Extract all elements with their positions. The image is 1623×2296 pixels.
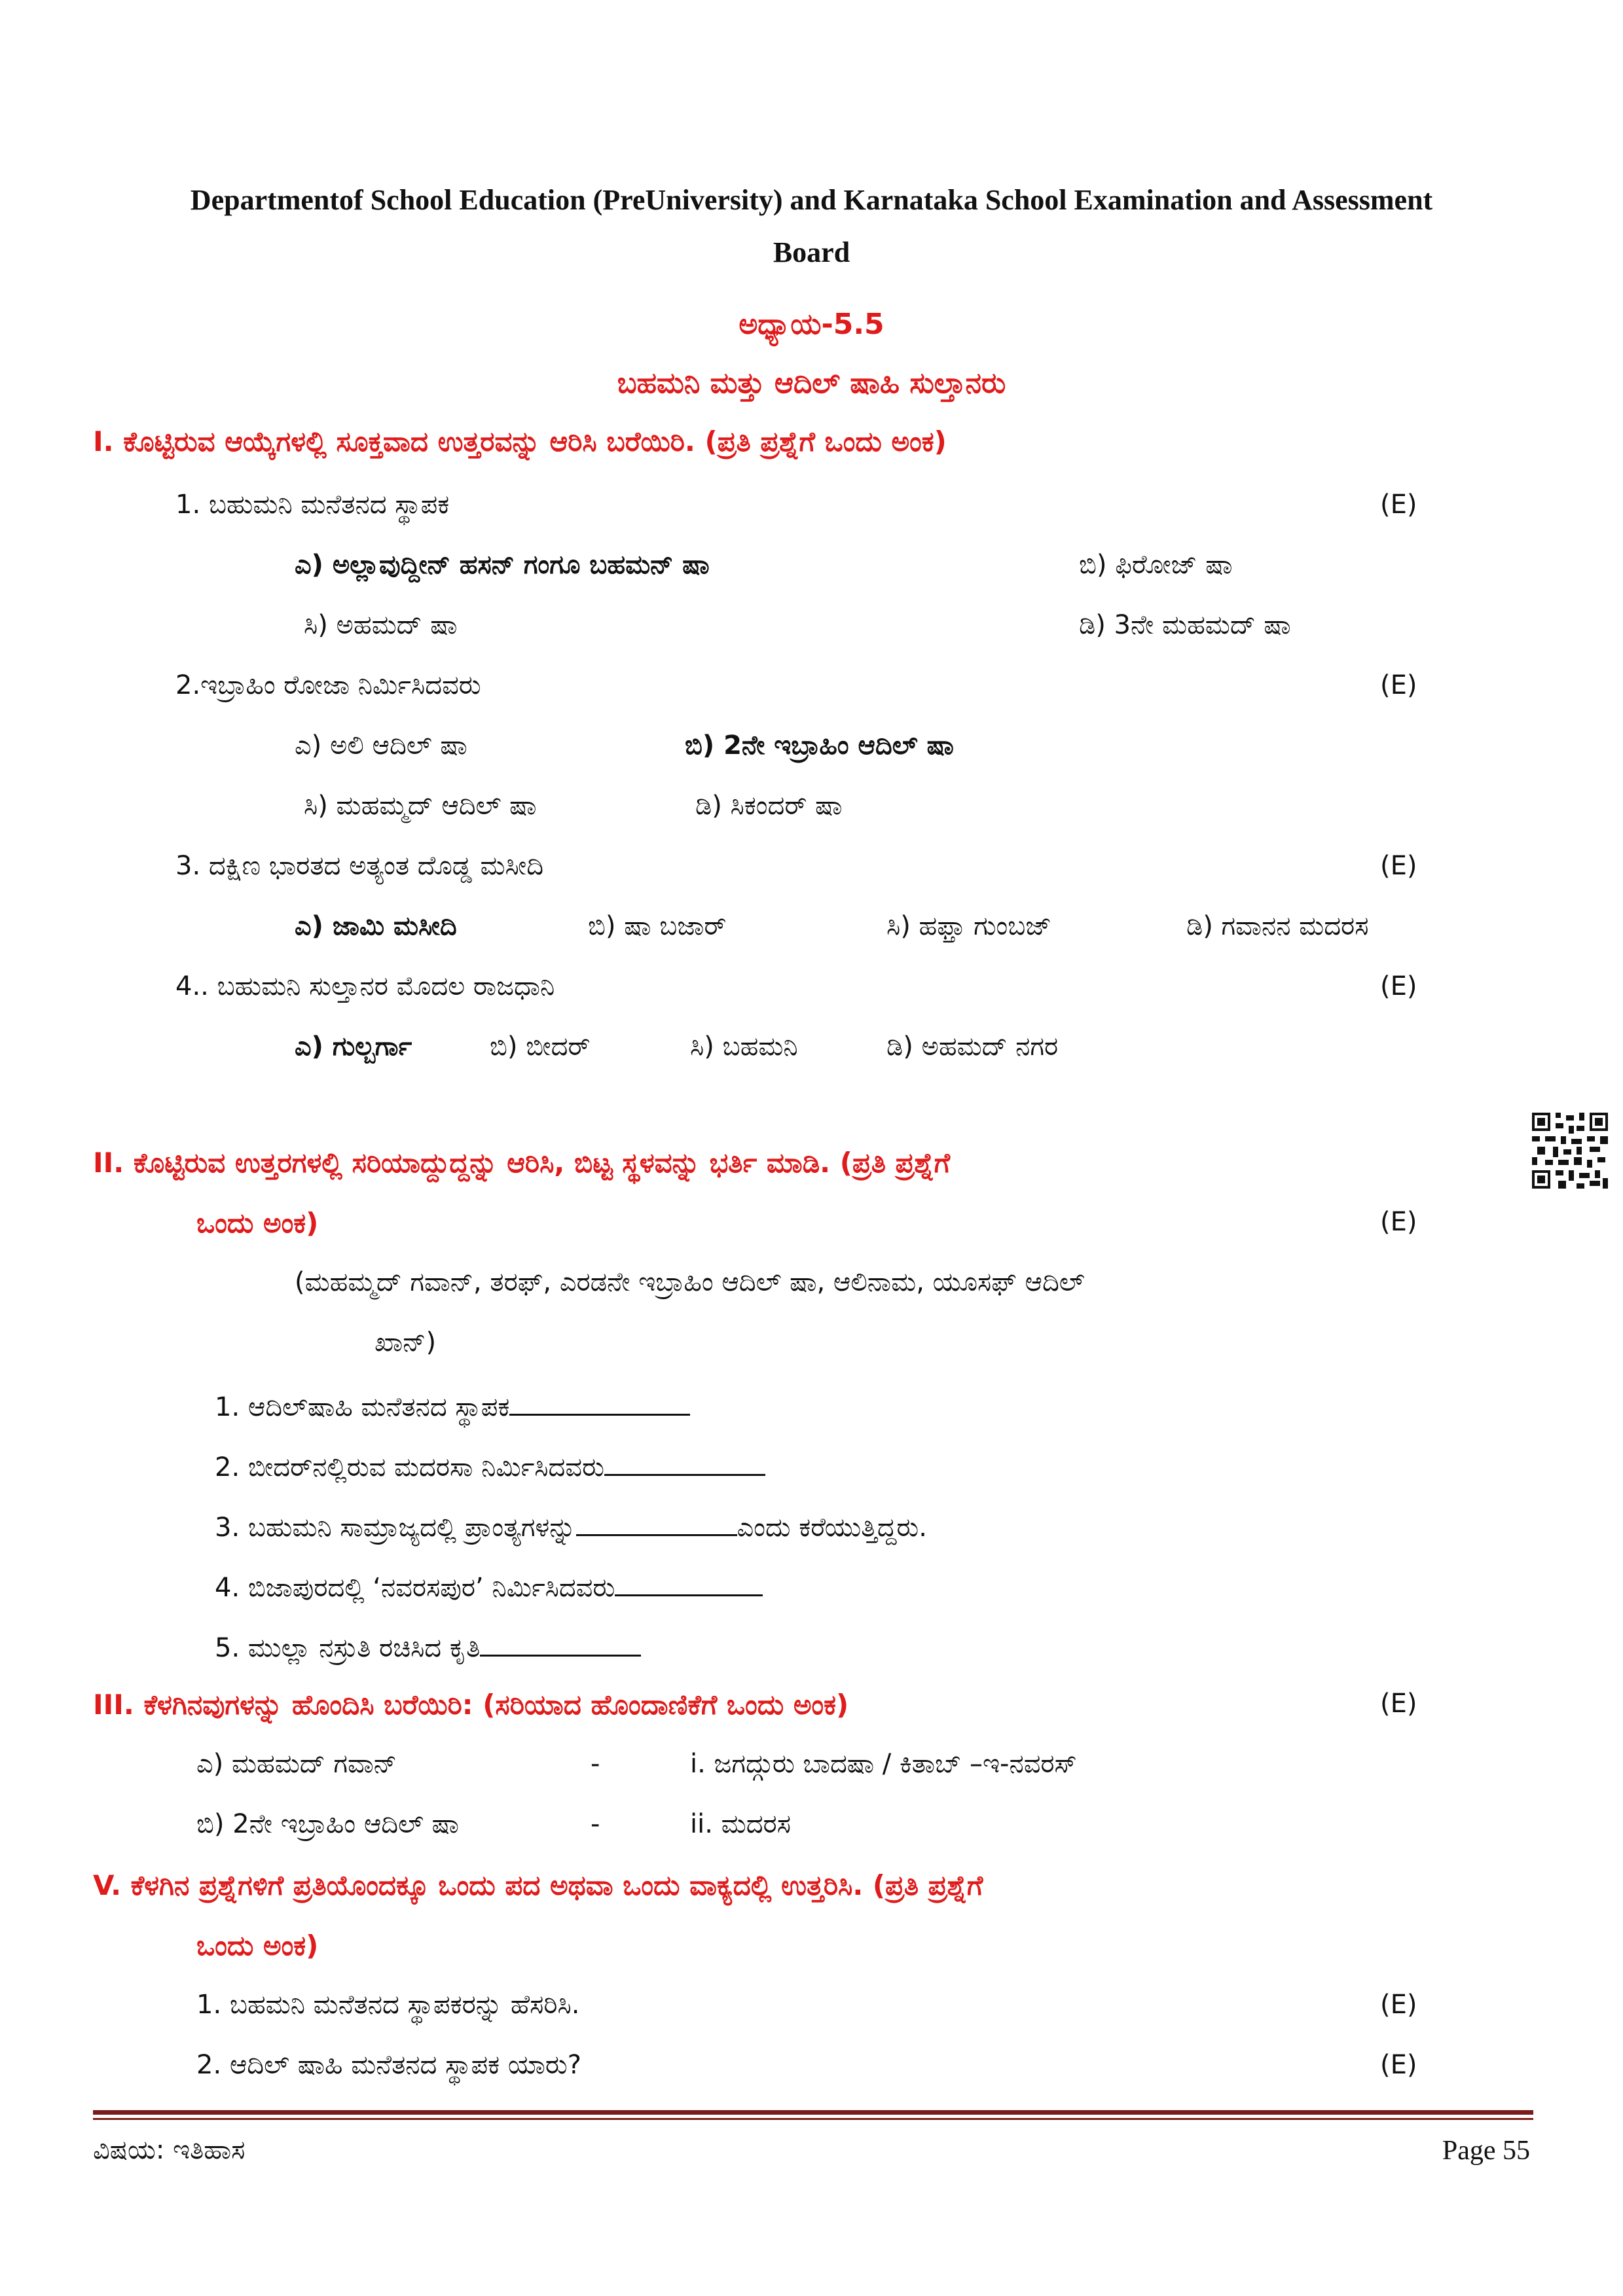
s1-q1-option-d: ಡಿ) 3ನೇ ಮಹಮದ್ ಷಾ <box>1079 610 1291 640</box>
s2-q2-blank <box>604 1448 765 1476</box>
s1-q3-option-a: ಎ) ಜಾಮಿ ಮಸೀದಿ <box>295 911 457 941</box>
s3-left-item-1: ಎ) ಮಹಮದ್ ಗವಾನ್ <box>196 1749 397 1779</box>
s1-q1-option-b: ಬಿ) ಫಿರೋಜ್ ಷಾ <box>1079 550 1233 580</box>
s2-q3-text-b: ಎಂದು ಕರೆಯುತ್ತಿದ್ದರು. <box>737 1513 927 1543</box>
s2-options-line2: ಖಾನ್) <box>374 1327 437 1357</box>
s1-q1-option-a: ಎ) ಅಲ್ಲಾವುದ್ದೀನ್ ಹಸನ್ ಗಂಗೂ ಬಹಮನ್ ಷಾ <box>295 550 710 580</box>
s1-q4-option-d: ಡಿ) ಅಹಮದ್ ನಗರ <box>886 1031 1059 1062</box>
s1-q2-option-a: ಎ) ಅಲಿ ಆದಿಲ್ ಷಾ <box>295 730 467 761</box>
s2-q3-text-a: 3. ಬಹುಮನಿ ಸಾಮ್ರಾಜ್ಯದಲ್ಲಿ ಪ್ರಾಂತ್ಯಗಳನ್ನು <box>215 1513 576 1543</box>
s1-question-1: 1. ಬಹುಮನಿ ಮನೆತನದ ಸ್ಥಾಪಕ <box>175 490 450 520</box>
s2-question-2 <box>215 1448 765 1482</box>
s1-q2-option-c: ಸಿ) ಮಹಮ್ಮದ್ ಆದಿಲ್ ಷಾ <box>304 791 537 821</box>
footer-rule-thin <box>93 2118 1533 2120</box>
s1-q1-mark: (E) <box>1380 490 1417 520</box>
section2-heading-line2: ಒಂದು ಅಂಕ) <box>196 1207 319 1239</box>
s5-q2-mark: (E) <box>1380 2050 1417 2080</box>
s2-q3-blank <box>576 1508 737 1536</box>
s2-q4-blank <box>615 1568 763 1596</box>
qr-code-icon <box>1532 1113 1608 1189</box>
s1-question-3: 3. ದಕ್ಷಿಣ ಭಾರತದ ಅತ್ಯಂತ ದೊಡ್ಡ ಮಸೀದಿ <box>175 851 544 881</box>
s1-q3-option-b: ಬಿ) ಷಾ ಬಜಾರ್ <box>588 911 727 941</box>
footer-page-number: Page 55 <box>1442 2136 1530 2166</box>
s2-q5-text: 5. ಮುಲ್ಲಾ ನಸ್ರುತಿ ರಚಿಸಿದ ಕೃತಿ <box>215 1633 481 1663</box>
s2-question-1 <box>215 1388 690 1422</box>
chapter-number: ಅಧ್ಯಾಯ-5.5 <box>739 308 884 341</box>
s2-mark: (E) <box>1380 1207 1417 1237</box>
s1-q3-option-c: ಸಿ) ಹಫ್ತಾ ಗುಂಬಜ್ <box>886 911 1052 941</box>
s1-q2-option-d: ಡಿ) ಸಿಕಂದರ್ ಷಾ <box>695 791 843 821</box>
board-header-line1: Departmentof School Education (PreUniversity) and Karnataka School Examination and Assessment <box>190 184 1433 216</box>
s1-q1-option-c: ಸಿ) ಅಹಮದ್ ಷಾ <box>304 610 458 640</box>
section5-heading-line1: V. ಕೆಳಗಿನ ಪ್ರಶ್ನೆಗಳಿಗೆ ಪ್ರತಿಯೊಂದಕ್ಕೂ ಒಂದು ಪದ ಅಥವಾ ಒಂದು ವಾಕ್ಯದಲ್ಲಿ ಉತ್ತರಿಸಿ. (ಪ್ರತಿ ಪ್ರಶ್ನೆಗೆ <box>93 1869 983 1901</box>
s2-question-3 <box>215 1508 927 1543</box>
s1-question-2: 2.ಇಬ್ರಾಹಿಂ ರೋಜಾ ನಿರ್ಮಿಸಿದವರು <box>175 670 481 700</box>
s1-q3-option-d: ಡಿ) ಗವಾನನ ಮದರಸ <box>1186 911 1369 941</box>
s3-mark: (E) <box>1380 1689 1417 1719</box>
chapter-title: ಬಹಮನಿ ಮತ್ತು ಆದಿಲ್ ಷಾಹಿ ಸುಲ್ತಾನರು <box>617 367 1006 400</box>
s3-dash-2: - <box>591 1809 600 1839</box>
s2-options-line1: (ಮಹಮ್ಮದ್ ಗವಾನ್, ತರಫ್, ಎರಡನೇ ಇಬ್ರಾಹಿಂ ಆದಿಲ್ ಷಾ, ಆಲಿನಾಮ, ಯೂಸಫ್ ಆದಿಲ್ <box>295 1267 1085 1297</box>
s1-q2-mark: (E) <box>1380 670 1417 700</box>
s1-q4-option-a: ಎ) ಗುಲ್ಬರ್ಗಾ <box>295 1031 412 1062</box>
s5-q1-mark: (E) <box>1380 1990 1417 2020</box>
s3-right-item-2: ii. ಮದರಸ <box>690 1809 791 1839</box>
s2-q1-blank <box>509 1388 690 1416</box>
s2-q1-text: 1. ಆದಿಲ್‌ಷಾಹಿ ಮನೆತನದ ಸ್ಥಾಪಕ <box>215 1392 510 1422</box>
s5-question-2: 2. ಆದಿಲ್ ಷಾಹಿ ಮನೆತನದ ಸ್ಥಾಪಕ ಯಾರು? <box>196 2050 581 2080</box>
s1-q4-option-c: ಸಿ) ಬಹಮನಿ <box>690 1031 798 1062</box>
s3-right-item-1: i. ಜಗದ್ಗುರು ಬಾದಷಾ / ಕಿತಾಬ್ –ಇ-ನವರಸ್ <box>690 1749 1077 1779</box>
s1-q3-mark: (E) <box>1380 851 1417 881</box>
s3-dash-1: - <box>591 1749 600 1779</box>
s3-left-item-2: ಬಿ) 2ನೇ ಇಬ್ರಾಹಿಂ ಆದಿಲ್ ಷಾ <box>196 1809 459 1839</box>
section5-heading-line2: ಒಂದು ಅಂಕ) <box>196 1929 319 1962</box>
s2-question-4 <box>215 1568 763 1603</box>
s1-q4-mark: (E) <box>1380 971 1417 1001</box>
s1-question-4: 4.. ಬಹುಮನಿ ಸುಲ್ತಾನರ ಮೊದಲ ರಾಜಧಾನಿ <box>175 971 555 1001</box>
s2-q5-blank <box>480 1628 641 1657</box>
s1-q2-option-b: ಬಿ) 2ನೇ ಇಬ್ರಾಹಿಂ ಆದಿಲ್ ಷಾ <box>685 730 954 761</box>
s2-q2-text: 2. ಬೀದರ್‌ನಲ್ಲಿರುವ ಮದರಸಾ ನಿರ್ಮಿಸಿದವರು <box>215 1452 604 1482</box>
s5-question-1: 1. ಬಹಮನಿ ಮನೆತನದ ಸ್ಥಾಪಕರನ್ನು ಹೆಸರಿಸಿ. <box>196 1990 580 2020</box>
board-header-line2: Board <box>773 236 850 268</box>
section1-heading: I. ಕೊಟ್ಟಿರುವ ಆಯ್ಕೆಗಳಲ್ಲಿ ಸೂಕ್ತವಾದ ಉತ್ತರವನ್ನು ಆರಿಸಿ ಬರೆಯಿರಿ. (ಪ್ರತಿ ಪ್ರಶ್ನೆಗೆ ಒಂದು ಅಂಕ) <box>93 425 947 457</box>
s2-q4-text: 4. ಬಿಜಾಪುರದಲ್ಲಿ ‘ನವರಸಪುರ’ ನಿರ್ಮಿಸಿದವರು <box>215 1573 615 1603</box>
section3-heading: III. ಕೆಳಗಿನವುಗಳನ್ನು ಹೊಂದಿಸಿ ಬರೆಯಿರಿ: (ಸರಿಯಾದ ಹೊಂದಾಣಿಕೆಗೆ ಒಂದು ಅಂಕ) <box>93 1689 849 1721</box>
section2-heading-line1: II. ಕೊಟ್ಟಿರುವ ಉತ್ತರಗಳಲ್ಲಿ ಸರಿಯಾದ್ದುದ್ದನ್ನು ಆರಿಸಿ, ಬಿಟ್ಟ ಸ್ಥಳವನ್ನು ಭರ್ತಿ ಮಾಡಿ. (ಪ್ರತಿ ಪ್ರಶ್ನೆಗೆ <box>93 1147 951 1179</box>
footer-rule-thick <box>93 2110 1533 2115</box>
footer-subject: ವಿಷಯ: ಇತಿಹಾಸ <box>93 2135 246 2165</box>
s1-q4-option-b: ಬಿ) ಬೀದರ್ <box>490 1031 591 1062</box>
s2-question-5 <box>215 1628 641 1663</box>
